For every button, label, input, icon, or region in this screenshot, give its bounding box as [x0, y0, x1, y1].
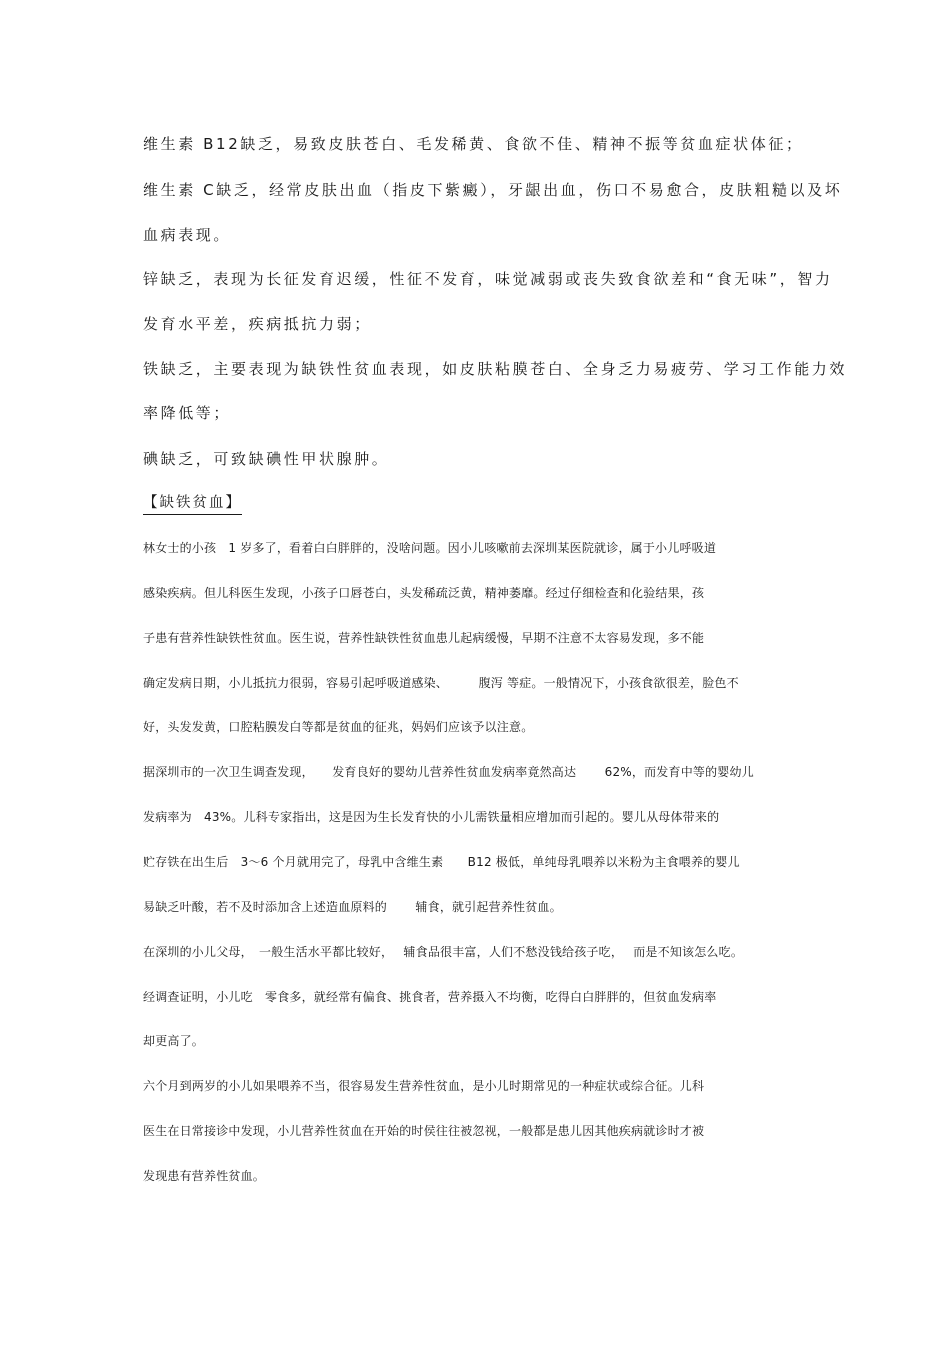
paragraph-vitamin-c-line-2: 血病表现。 — [143, 226, 232, 244]
paragraph-iron-line-1: 铁缺乏，主要表现为缺铁性贫血表现，如皮肤粘膜苍白、全身乏力易疲劳、学习工作能力效 — [143, 360, 848, 378]
case-paragraph-line-4: 确定发病日期，小儿抵抗力很弱，容易引起呼吸道感染、 腹泻 等症。一般情况下，小孩食欲很差，脸色不 — [143, 676, 739, 690]
case-paragraph-line-1: 林女士的小孩 1 岁多了，看着白白胖胖的，没啥问题。因小儿咳嗽前去深圳某医院就诊，属于小儿呼吸道 — [143, 541, 717, 555]
survey-paragraph-line-4: 易缺乏叶酸，若不及时添加含上述造血原料的 辅食，就引起营养性贫血。 — [143, 900, 562, 914]
parents-paragraph-line-2: 经调查证明，小儿吃 零食多，就经常有偏食、挑食者，营养摄入不均衡，吃得白白胖胖的，但贫血发病率 — [143, 990, 717, 1004]
case-paragraph-line-3: 子患有营养性缺铁性贫血。医生说，营养性缺铁性贫血患儿起病缓慢，早期不注意不太容易发现，多不能 — [143, 631, 705, 645]
summary-paragraph-line-2: 医生在日常接诊中发现，小儿营养性贫血在开始的时侯往往被忽视，一般都是患儿因其他疾病就诊时才被 — [143, 1124, 705, 1138]
case-paragraph-line-5: 好，头发发黄，口腔粘膜发白等都是贫血的征兆，妈妈们应该予以注意。 — [143, 720, 534, 734]
summary-paragraph-line-3: 发现患有营养性贫血。 — [143, 1169, 266, 1183]
parents-paragraph-line-3: 却更高了。 — [143, 1034, 205, 1048]
survey-paragraph-line-1: 据深圳市的一次卫生调查发现， 发育良好的婴幼儿营养性贫血发病率竟然高达 62%，而发育中等的婴幼儿 — [143, 765, 754, 779]
paragraph-iodine: 碘缺乏，可致缺碘性甲状腺肿。 — [143, 450, 390, 468]
survey-paragraph-line-3: 贮存铁在出生后 3～6 个月就用完了，母乳中含维生素 B12 极低，单纯母乳喂养以米粉为主食喂养的婴儿 — [143, 855, 740, 869]
paragraph-vitamin-b12: 维生素 B12缺乏，易致皮肤苍白、毛发稀黄、食欲不佳、精神不振等贫血症状体征； — [143, 135, 804, 153]
paragraph-vitamin-c-line-1: 维生素 C缺乏，经常皮肤出血（指皮下紫癜），牙龈出血，伤口不易愈合，皮肤粗糙以及坏 — [143, 181, 843, 199]
paragraph-zinc-line-2: 发育水平差，疾病抵抗力弱； — [143, 315, 372, 333]
survey-paragraph-line-2: 发病率为 43%。儿科专家指出，这是因为生长发育快的小儿需铁量相应增加而引起的。婴儿从母体带来的 — [143, 810, 720, 824]
parents-paragraph-line-1: 在深圳的小儿父母， 一般生活水平都比较好， 辅食品很丰富，人们不愁没钱给孩子吃， 而是不知该怎么吃。 — [143, 945, 744, 959]
case-paragraph-line-2: 感染疾病。但儿科医生发现，小孩子口唇苍白，头发稀疏泛黄，精神萎靡。经过仔细检查和化验结果，孩 — [143, 586, 705, 600]
paragraph-iron-line-2: 率降低等； — [143, 404, 232, 422]
summary-paragraph-line-1: 六个月到两岁的小儿如果喂养不当，很容易发生营养性贫血，是小儿时期常见的一种症状或综合征。儿科 — [143, 1079, 705, 1093]
section-heading: 【缺铁贫血】 — [143, 496, 242, 515]
paragraph-zinc-line-1: 锌缺乏，表现为长征发育迟缓，性征不发育，味觉减弱或丧失致食欲差和“食无味”，智力 — [143, 270, 833, 288]
